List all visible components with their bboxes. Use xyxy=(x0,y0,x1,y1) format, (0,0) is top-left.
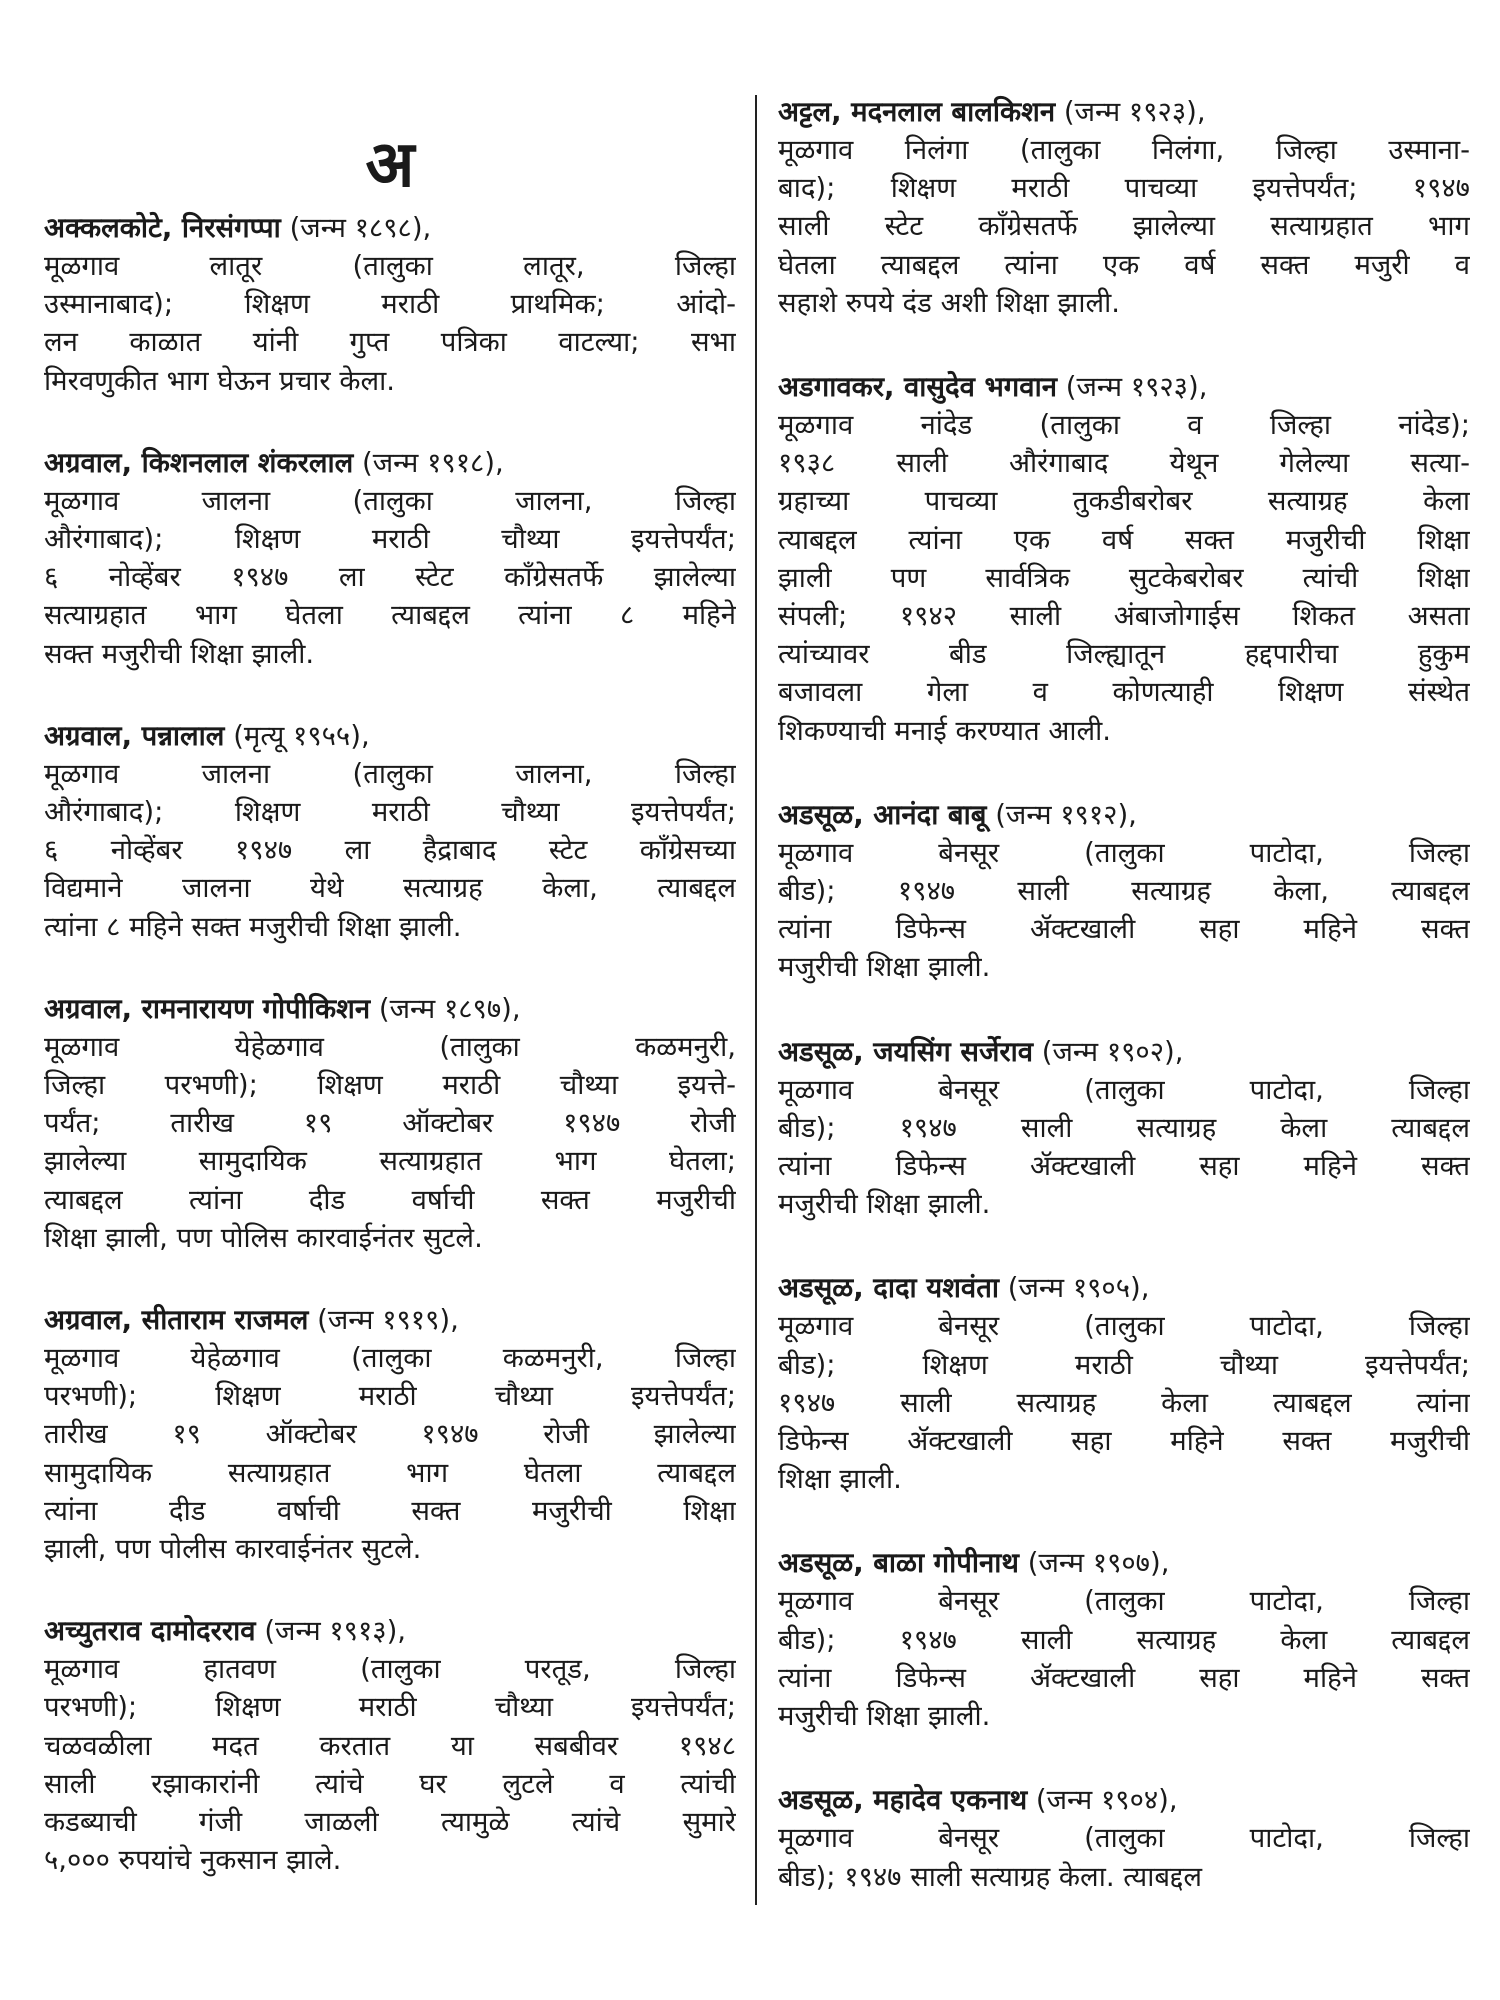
entry-text-line: शिकण्याची मनाई करण्यात आली. xyxy=(778,714,1112,747)
entry-lifespan: (जन्म १९२३), xyxy=(1063,96,1206,128)
entry-heading xyxy=(778,1270,1470,1307)
biography-entry xyxy=(44,991,736,1257)
entry-heading xyxy=(778,1782,1470,1819)
entry-text-line: झाली, पण पोलीस कारवाईनंतर सुटले. xyxy=(44,1533,422,1566)
entry-text-line: मिरवणुकीत भाग घेऊन प्रचार केला. xyxy=(44,364,396,397)
entry-name: अडसूळ, दादा यशवंता xyxy=(778,1272,999,1305)
entry-text-line: त्याबद्दल त्यांना एक वर्ष सक्त मजुरीची शिक्षा xyxy=(778,523,1470,556)
entry-text-line: साली स्टेट कॉंग्रेसतर्फे झालेल्या सत्याग्रहात भाग xyxy=(778,210,1470,243)
biography-entry xyxy=(778,1545,1470,1735)
entry-heading xyxy=(44,991,736,1028)
biography-entry xyxy=(778,1782,1470,1895)
entry-text-line: बाद); शिक्षण मराठी पाचव्या इयत्तेपर्यंत; १९४७ xyxy=(778,172,1470,205)
entry-text-line: मूळगाव येहेळगाव (तालुका कळमनुरी, जिल्हा xyxy=(44,1342,736,1375)
biography-entry xyxy=(44,1613,736,1879)
entry-text-line: तारीख १९ ऑक्टोबर १९४७ रोजी झालेल्या xyxy=(44,1418,736,1451)
biography-entry xyxy=(778,1270,1470,1498)
entry-text-line: बीड); शिक्षण मराठी चौथ्या इयत्तेपर्यंत; xyxy=(778,1348,1470,1381)
entry-text-line: ६ नोव्हेंबर १९४७ ला हैद्राबाद स्टेट कॉंग्रेसच्या xyxy=(44,834,736,867)
entry-lifespan: (मृत्यू १९५५), xyxy=(233,719,370,752)
entry-lifespan: (जन्म १८९८), xyxy=(289,212,432,244)
entry-text-line: सहाशे रुपये दंड अशी शिक्षा झाली. xyxy=(778,286,1120,319)
entry-text-line: मूळगाव जालना (तालुका जालना, जिल्हा xyxy=(44,484,736,517)
entry-text-line: १९४७ साली सत्याग्रह केला त्याबद्दल त्यांना xyxy=(778,1386,1470,1419)
biography-entry xyxy=(778,797,1470,987)
entry-text-line: परभणी); शिक्षण मराठी चौथ्या इयत्तेपर्यंत; xyxy=(44,1380,736,1413)
entry-text-line: बीड); १९४७ साली सत्याग्रह केला त्याबद्दल xyxy=(778,1623,1470,1656)
entry-text-line: मूळगाव जालना (तालुका जालना, जिल्हा xyxy=(44,757,736,790)
biography-entry xyxy=(44,718,736,946)
entry-text-line: झालेल्या सामुदायिक सत्याग्रहात भाग घेतला; xyxy=(44,1145,736,1178)
entry-text-line: मूळगाव हातवण (तालुका परतूड, जिल्हा xyxy=(44,1653,736,1686)
entry-heading xyxy=(44,1302,736,1339)
entry-text-line: ग्रहाच्या पाचव्या तुकडीबरोबर सत्याग्रह केला xyxy=(778,485,1470,518)
entry-text-line: कडब्याची गंजी जाळली त्यामुळे त्यांचे सुमारे xyxy=(44,1806,736,1839)
entry-text-line: शिक्षा झाली, पण पोलिस कारवाईनंतर सुटले. xyxy=(44,1221,483,1254)
entry-text-line: मूळगाव नांदेड (तालुका व जिल्हा नांदेड); xyxy=(778,409,1470,442)
entry-text-line: बजावला गेला व कोणत्याही शिक्षण संस्थेत xyxy=(778,676,1470,709)
entry-text-line: उस्मानाबाद); शिक्षण मराठी प्राथमिक; आंदो- xyxy=(44,288,736,321)
entry-text-line: परभणी); शिक्षण मराठी चौथ्या इयत्तेपर्यंत; xyxy=(44,1691,736,1724)
entry-heading xyxy=(778,1545,1470,1582)
entry-text-line: बीड); १९४७ साली सत्याग्रह केला, त्याबद्दल xyxy=(778,875,1470,908)
entry-text-line: मूळगाव येहेळगाव (तालुका कळमनुरी, xyxy=(44,1030,736,1063)
entry-text-line: मजुरीची शिक्षा झाली. xyxy=(778,1700,991,1733)
entry-heading xyxy=(778,797,1470,834)
entry-text-line: सामुदायिक सत्याग्रहात भाग घेतला त्याबद्दल xyxy=(44,1456,736,1489)
entry-heading xyxy=(778,94,1470,131)
entry-name: अडसूळ, बाळा गोपीनाथ xyxy=(778,1547,1019,1580)
entry-heading xyxy=(778,369,1470,406)
entry-text-line: झाली पण सार्वत्रिक सुटकेबरोबर त्यांची शिक्षा xyxy=(778,561,1470,594)
entry-text-line: मूळगाव बेनसूर (तालुका पाटोदा, जिल्हा xyxy=(778,1310,1470,1343)
entry-heading xyxy=(778,1034,1470,1071)
entry-text-line: मजुरीची शिक्षा झाली. xyxy=(778,951,991,984)
entry-lifespan: (जन्म १९१९), xyxy=(317,1304,459,1337)
entry-text-line: मजुरीची शिक्षा झाली. xyxy=(778,1188,991,1221)
entry-heading xyxy=(44,445,736,482)
biography-entry xyxy=(778,1034,1470,1224)
entry-text-line: मूळगाव बेनसूर (तालुका पाटोदा, जिल्हा xyxy=(778,1822,1470,1855)
entry-text-line: त्याबद्दल त्यांना दीड वर्षाची सक्त मजुरीची xyxy=(44,1183,736,1216)
entry-text-line: १९३८ साली औरंगाबाद येथून गेलेल्या सत्या- xyxy=(778,447,1470,480)
entry-text-line: चळवळीला मदत करतात या सबबीवर १९४८ xyxy=(44,1729,736,1762)
entry-lifespan: (जन्म १९१३), xyxy=(264,1615,407,1648)
entry-heading xyxy=(44,718,736,755)
entry-name: अग्रवाल, रामनारायण गोपीकिशन xyxy=(44,992,371,1025)
entry-text-line: विद्यमाने जालना येथे सत्याग्रह केला, त्याबद्दल xyxy=(44,872,736,905)
entry-name: अच्युतराव दामोदरराव xyxy=(44,1615,256,1648)
entry-text-line: जिल्हा परभणी); शिक्षण मराठी चौथ्या इयत्ते- xyxy=(44,1069,736,1102)
entry-heading xyxy=(44,210,736,247)
biography-entry xyxy=(778,369,1470,750)
biography-entry xyxy=(44,210,736,400)
biography-entry xyxy=(44,445,736,673)
entry-name: अग्रवाल, किशनलाल शंकरलाल xyxy=(44,446,354,479)
entry-text-line: सत्याग्रहात भाग घेतला त्याबद्दल त्यांना ८ महिने xyxy=(44,599,736,632)
entry-name: अग्रवाल, सीताराम राजमल xyxy=(44,1304,309,1337)
entry-name: अडगावकर, वासुदेव भगवान xyxy=(778,371,1057,404)
entry-text-line: मूळगाव निलंगा (तालुका निलंगा, जिल्हा उस्माना- xyxy=(778,134,1470,166)
entry-text-line: शिक्षा झाली. xyxy=(778,1463,902,1496)
entry-name: अडसूळ, महादेव एकनाथ xyxy=(778,1784,1028,1817)
column-divider xyxy=(755,95,757,1905)
entry-name: अग्रवाल, पन्नालाल xyxy=(44,719,225,752)
entry-text-line: साली रझाकारांनी त्यांचे घर लुटले व त्यांची xyxy=(44,1767,736,1800)
entry-text-line: त्यांना ८ महिने सक्त मजुरीची शिक्षा झाली. xyxy=(44,910,462,943)
entry-name: अडसूळ, जयसिंग सर्जेराव xyxy=(778,1035,1034,1068)
biography-entry xyxy=(44,1302,736,1568)
entry-name: अट्टल, मदनलाल बालकिशन xyxy=(778,96,1056,128)
entry-text-line: लन काळात यांनी गुप्त पत्रिका वाटल्या; सभा xyxy=(44,326,736,359)
entry-text-line: त्यांना डिफेन्स ॲक्टखाली सहा महिने सक्त xyxy=(778,913,1470,946)
entry-lifespan: (जन्म १९०७), xyxy=(1027,1547,1170,1580)
entry-text-line: त्यांना डिफेन्स ॲक्टखाली सहा महिने सक्त xyxy=(778,1150,1470,1183)
entry-text-line: घेतला त्याबद्दल त्यांना एक वर्ष सक्त मजुरी व xyxy=(778,248,1470,281)
entry-text-line: मूळगाव बेनसूर (तालुका पाटोदा, जिल्हा xyxy=(778,1073,1470,1106)
entry-text-line: बीड); १९४७ साली सत्याग्रह केला. त्याबद्दल xyxy=(778,1860,1203,1893)
right-column xyxy=(778,0,1470,1896)
entry-text-line: सक्त मजुरीची शिक्षा झाली. xyxy=(44,637,315,670)
entry-text-line: मूळगाव बेनसूर (तालुका पाटोदा, जिल्हा xyxy=(778,1585,1470,1618)
entry-text-line: ५,००० रुपयांचे नुकसान झाले. xyxy=(44,1844,342,1877)
entry-text-line: त्यांच्यावर बीड जिल्ह्यातून हद्दपारीचा हुकुम xyxy=(778,638,1470,671)
entry-text-line: त्यांना डिफेन्स ॲक्टखाली सहा महिने सक्त xyxy=(778,1661,1470,1694)
entry-text-line: औरंगाबाद); शिक्षण मराठी चौथ्या इयत्तेपर्यंत; xyxy=(44,523,736,556)
entry-text-line: मूळगाव लातूर (तालुका लातूर, जिल्हा xyxy=(44,250,736,282)
entry-lifespan: (जन्म १९०५), xyxy=(1007,1272,1150,1305)
entry-text-line: डिफेन्स ॲक्टखाली सहा महिने सक्त मजुरीची xyxy=(778,1425,1470,1458)
entry-text-line: बीड); १९४७ साली सत्याग्रह केला त्याबद्दल xyxy=(778,1111,1470,1144)
entry-lifespan: (जन्म १९१२), xyxy=(995,798,1137,831)
entry-text-line: औरंगाबाद); शिक्षण मराठी चौथ्या इयत्तेपर्यंत; xyxy=(44,796,736,829)
entry-lifespan: (जन्म १९१८), xyxy=(362,446,504,479)
left-column xyxy=(44,0,736,1880)
entry-lifespan: (जन्म १८९७), xyxy=(378,992,521,1025)
entry-name: अडसूळ, आनंदा बाबू xyxy=(778,798,987,831)
entry-lifespan: (जन्म १९२३), xyxy=(1065,371,1208,404)
section-letter: अ xyxy=(365,128,415,202)
entry-lifespan: (जन्म १९०४), xyxy=(1035,1784,1178,1817)
entry-heading xyxy=(44,1613,736,1650)
entry-text-line: त्यांना दीड वर्षाची सक्त मजुरीची शिक्षा xyxy=(44,1494,736,1527)
entry-lifespan: (जन्म १९०२), xyxy=(1041,1035,1184,1068)
entry-text-line: ६ नोव्हेंबर १९४७ ला स्टेट कॉंग्रेसतर्फे झालेल्या xyxy=(44,561,736,594)
biography-entry xyxy=(778,94,1470,322)
entry-text-line: संपली; १९४२ साली अंबाजोगाईस शिकत असता xyxy=(778,600,1470,633)
entry-text-line: पर्यंत; तारीख १९ ऑक्टोबर १९४७ रोजी xyxy=(44,1107,736,1140)
entry-text-line: मूळगाव बेनसूर (तालुका पाटोदा, जिल्हा xyxy=(778,836,1470,869)
entry-name: अक्कलकोटे, निरसंगप्पा xyxy=(44,212,281,244)
